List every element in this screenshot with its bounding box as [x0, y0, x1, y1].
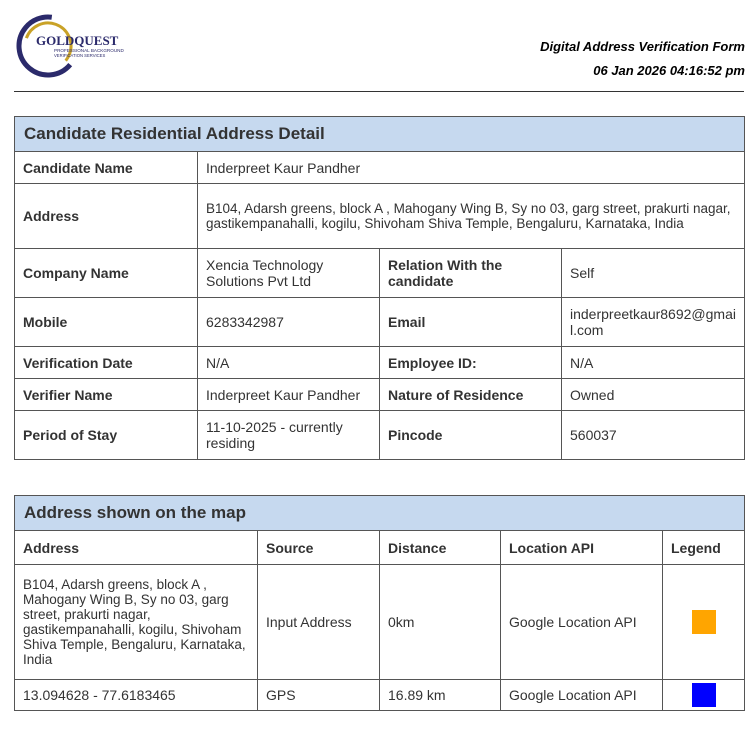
nature-of-residence-value: Owned — [562, 379, 745, 411]
mobile-value: 6283342987 — [198, 298, 380, 347]
verification-date-value: N/A — [198, 347, 380, 379]
row-legend-cell — [663, 565, 745, 680]
column-header-location-api: Location API — [501, 531, 663, 565]
table-row — [15, 565, 745, 680]
relation-label: Relation With the candidate — [380, 249, 562, 298]
candidate-name-label: Candidate Name — [15, 152, 198, 184]
pincode-value: 560037 — [562, 411, 745, 460]
column-header-distance: Distance — [380, 531, 501, 565]
verifier-name-label: Verifier Name — [15, 379, 198, 411]
period-of-stay-value: 11-10-2025 - currently residing — [198, 411, 380, 460]
logo-text: GOLDQUEST — [36, 33, 119, 48]
form-datetime: 06 Jan 2026 04:16:52 pm — [593, 63, 745, 78]
email-value: inderpreetkaur8692@gmail.com — [562, 298, 745, 347]
verification-date-label: Verification Date — [15, 347, 198, 379]
row-legend-cell — [663, 680, 745, 711]
employee-id-label: Employee ID: — [380, 347, 562, 379]
row-source: Input Address — [258, 565, 380, 680]
candidate-name-value: Inderpreet Kaur Pandher — [198, 152, 745, 184]
pincode-label: Pincode — [380, 411, 562, 460]
map-section-title: Address shown on the map — [15, 496, 745, 531]
row-location-api: Google Location API — [501, 680, 663, 711]
address-label: Address — [15, 184, 198, 249]
column-header-legend: Legend — [663, 531, 745, 565]
map-address-table — [14, 495, 745, 711]
company-name-value: Xencia Technology Solutions Pvt Ltd — [198, 249, 380, 298]
table-row — [15, 680, 745, 711]
address-value: B104, Adarsh greens, block A , Mahogany Wing B, Sy no 03, garg street, prakurti nagar, gastikempanahalli, kogilu, Shivoham Shiva Temple, Bengaluru, Karnataka, India — [198, 184, 745, 249]
form-title: Digital Address Verification Form — [540, 39, 745, 54]
company-name-label: Company Name — [15, 249, 198, 298]
nature-of-residence-label: Nature of Residence — [380, 379, 562, 411]
period-of-stay-label: Period of Stay — [15, 411, 198, 460]
candidate-detail-table — [14, 116, 745, 460]
goldquest-logo — [14, 14, 140, 78]
row-source: GPS — [258, 680, 380, 711]
verifier-name-value: Inderpreet Kaur Pandher — [198, 379, 380, 411]
mobile-label: Mobile — [15, 298, 198, 347]
logo-subtext-2: VERIFICATION SERVICES — [54, 53, 106, 58]
row-address: 13.094628 - 77.6183465 — [15, 680, 258, 711]
email-label: Email — [380, 298, 562, 347]
relation-value: Self — [562, 249, 745, 298]
column-header-address: Address — [15, 531, 258, 565]
row-distance: 16.89 km — [380, 680, 501, 711]
logo-subtext-1: PROFESSIONAL BACKGROUND — [54, 48, 124, 53]
row-distance: 0km — [380, 565, 501, 680]
employee-id-value: N/A — [562, 347, 745, 379]
legend-swatch-blue — [692, 683, 716, 707]
header-divider — [14, 91, 744, 92]
row-location-api: Google Location API — [501, 565, 663, 680]
column-header-source: Source — [258, 531, 380, 565]
row-address: B104, Adarsh greens, block A , Mahogany Wing B, Sy no 03, garg street, prakurti nagar, gastikempanahalli, kogilu, Shivoham Shiva Temple, Bengaluru, Karnataka, India — [15, 565, 258, 680]
detail-section-title: Candidate Residential Address Detail — [15, 117, 745, 152]
legend-swatch-orange — [692, 610, 716, 634]
